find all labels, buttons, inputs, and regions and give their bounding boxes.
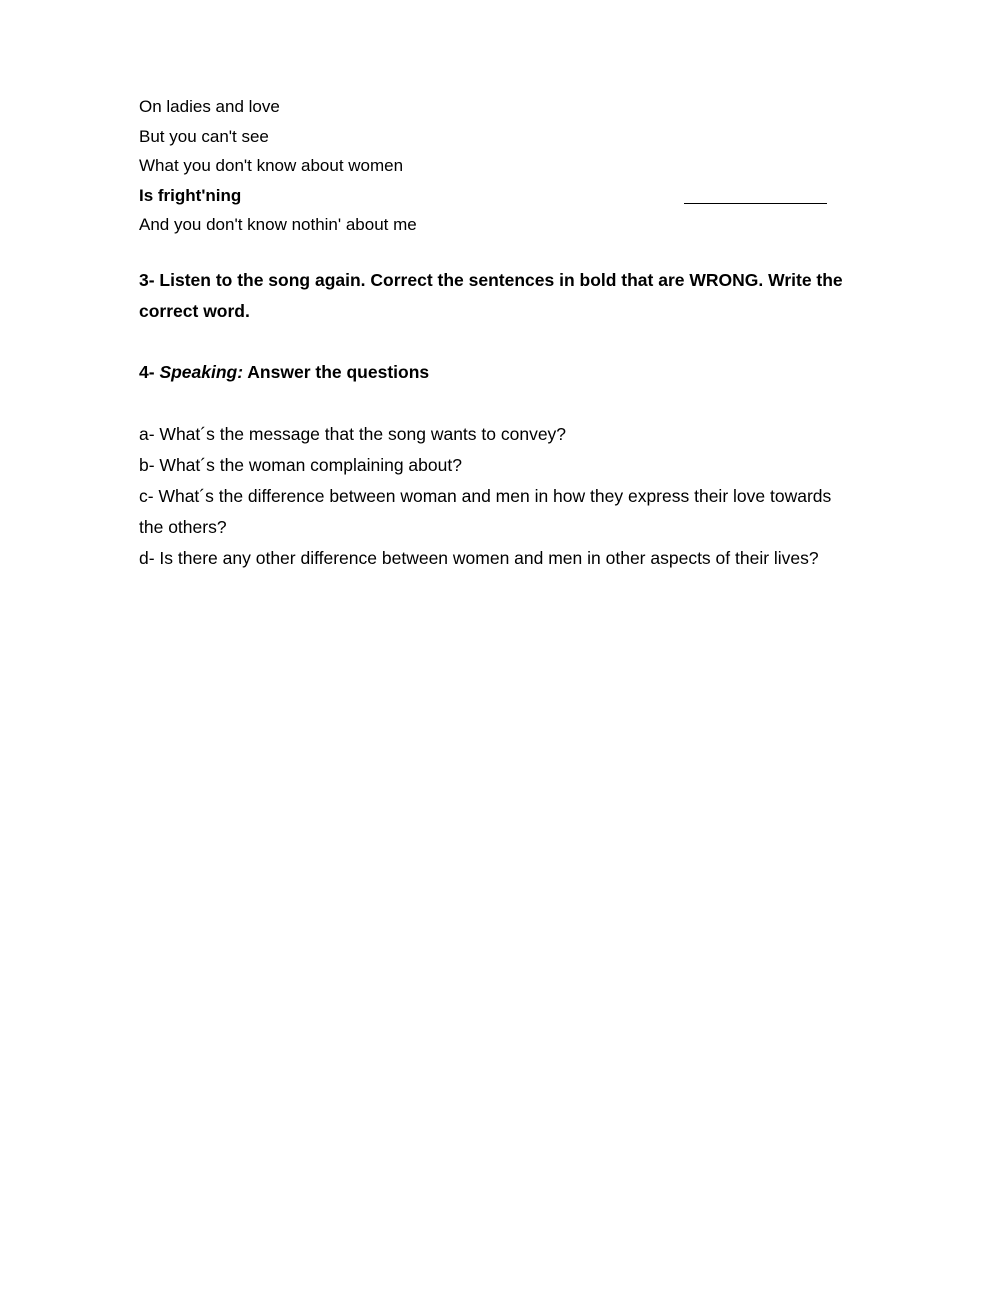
section-4-heading	[139, 357, 859, 388]
section-3-instruction: 3- Listen to the song again. Correct the sentences in bold that are WRONG. Write the correct word.	[139, 270, 843, 321]
lyric-line: What you don't know about women	[139, 156, 404, 175]
lyric-line: But you can't see	[139, 126, 269, 146]
section-4-prefix: 4-	[139, 362, 160, 382]
lyric-line: And you don't know nothin' about me	[139, 215, 417, 234]
question-item: a- What´s the message that the song wants to convey?	[139, 424, 567, 444]
lyric-line-bold-text: Is fright'ning	[139, 185, 242, 205]
section-4-text: Answer the questions	[243, 362, 430, 382]
question-item: c- What´s the difference between woman and men in how they express their love towards the others?	[139, 486, 832, 537]
lyric-line: On ladies and love	[139, 97, 280, 116]
question-item: b- What´s the woman complaining about?	[139, 455, 462, 475]
lyric-line-bold	[139, 181, 839, 211]
question-list	[139, 419, 859, 574]
question-item: d- Is there any other difference between women and men in other aspects of their lives?	[139, 548, 819, 568]
answer-blank[interactable]	[684, 203, 827, 204]
section-4-label: Speaking:	[159, 362, 244, 382]
song-lyrics	[139, 92, 839, 240]
